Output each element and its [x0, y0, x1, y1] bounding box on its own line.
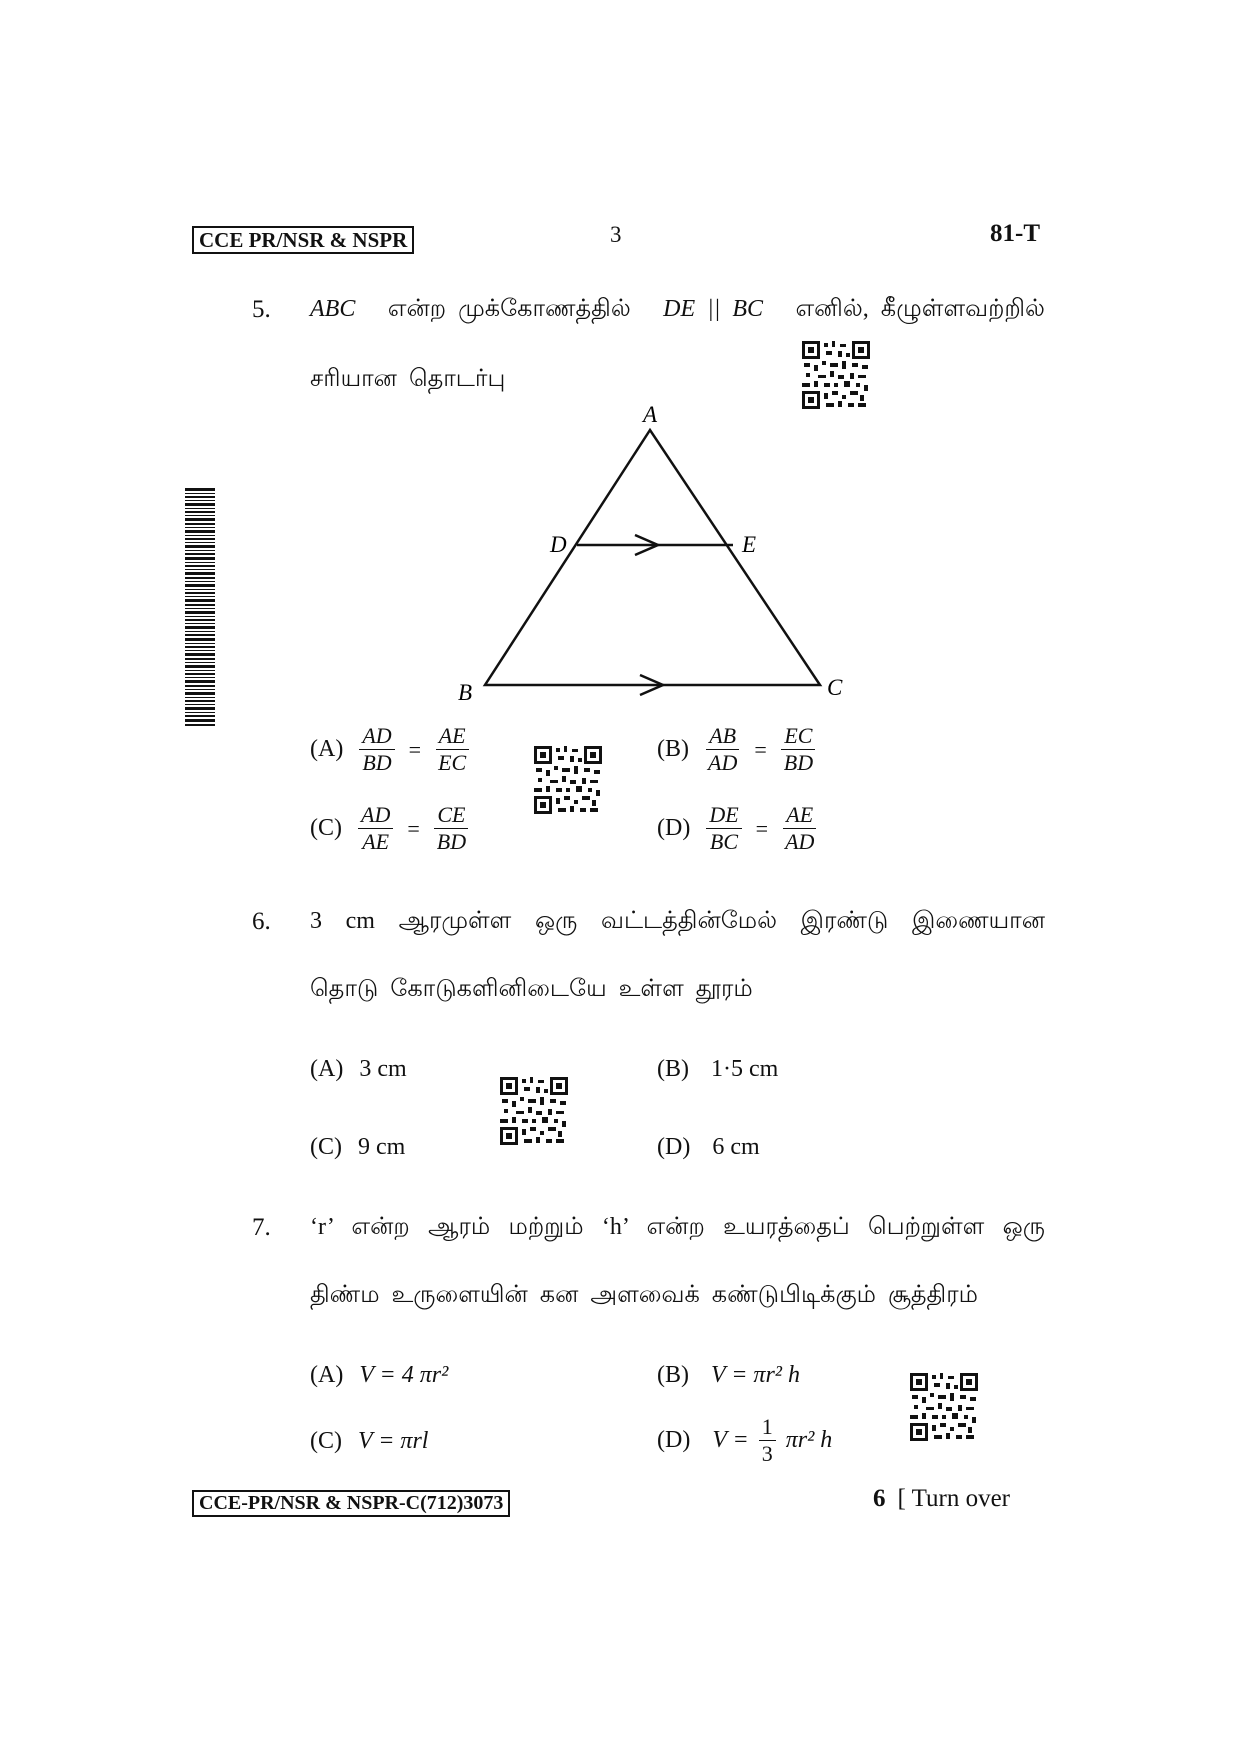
- vertex-b: B: [458, 680, 473, 705]
- question-7-line2: திண்ம உருளையின் கன அளவைக் கண்டுபிடிக்கும் சூத்திரம்: [310, 1282, 978, 1308]
- question-6-line1: 3 cm ஆரமுள்ள ஒரு வட்டத்தின்மேல் இரண்டு இணையான: [310, 908, 1045, 934]
- question-6-line2: தொடு கோடுகளினிடையே உள்ள தூரம்: [310, 976, 753, 1002]
- vertex-e: E: [742, 532, 757, 557]
- option-label: (B): [657, 736, 689, 762]
- q6-option-a[interactable]: (A) 3 cm: [310, 1056, 407, 1082]
- q6-option-b[interactable]: (B) 1·5 cm: [657, 1056, 779, 1082]
- question-7-number: 7.: [252, 1214, 271, 1241]
- option-label: (D): [657, 815, 691, 841]
- question-5-line2: சரியான தொடர்பு: [310, 366, 506, 392]
- vertex-d: D: [550, 532, 567, 557]
- q5-option-a[interactable]: (A) $\frac{AD}{BD}$ = $\frac{AE}{EC}$: [310, 723, 469, 776]
- q5-text-a: என்ற முக்கோணத்தில்: [387, 296, 631, 322]
- q7-option-b[interactable]: (B) V = πr² h: [657, 1362, 800, 1388]
- qr-code-icon: [802, 341, 870, 409]
- qr-code-icon: [534, 746, 602, 814]
- question-6-number: 6.: [252, 908, 271, 935]
- question-7-line1: ‘r’ என்ற ஆரம் மற்றும் ‘h’ என்ற உயரத்தைப் பெற்றுள்ள ஒரு: [310, 1214, 1045, 1240]
- footer-code: CCE-PR/NSR & NSPR-C(712)3073: [192, 1490, 510, 1517]
- q7-option-a[interactable]: (A) V = 4 πr²: [310, 1362, 449, 1388]
- qr-code-icon: [910, 1373, 978, 1441]
- q5-text-b: எனில், கீழுள்ளவற்றில்: [795, 296, 1045, 322]
- page-number: 3: [610, 222, 622, 247]
- q5-option-b[interactable]: (B) $\frac{AB}{AD}$ = $\frac{EC}{BD}$: [657, 723, 816, 776]
- option-label: (A): [310, 736, 344, 762]
- q7-option-c[interactable]: (C) V = πrl: [310, 1428, 429, 1454]
- footer-right: [873, 1485, 1010, 1513]
- turn-over: [ Turn over: [897, 1485, 1011, 1512]
- vertex-a: A: [643, 402, 658, 427]
- q5-triangle-name: ABC: [310, 296, 356, 322]
- total-pages: 6: [873, 1485, 886, 1512]
- option-label: (C): [310, 815, 342, 841]
- qr-code-icon: [500, 1077, 568, 1145]
- triangle-abc: [485, 430, 820, 685]
- q6-option-c[interactable]: (C) 9 cm: [310, 1134, 406, 1160]
- question-5-number: 5.: [252, 296, 271, 323]
- q5-option-c[interactable]: (C) $\frac{AD}{AE}$ = $\frac{CE}{BD}$: [310, 802, 469, 855]
- barcode-icon: [185, 488, 217, 728]
- q5-option-d[interactable]: (D) $\frac{DE}{BC}$ = $\frac{AE}{AD}$: [657, 802, 815, 854]
- triangle-figure: [440, 400, 860, 710]
- q5-parallel-condition: DE || BC: [663, 296, 764, 322]
- question-5-line1: [310, 296, 1045, 325]
- q6-option-d[interactable]: (D) 6 cm: [657, 1134, 760, 1160]
- paper-code: 81-T: [990, 220, 1040, 247]
- header-code: CCE PR/NSR & NSPR: [192, 226, 414, 254]
- vertex-c: C: [827, 675, 843, 700]
- q7-option-d[interactable]: (D) V = $\frac{1}{3}$ πr² h: [657, 1414, 833, 1466]
